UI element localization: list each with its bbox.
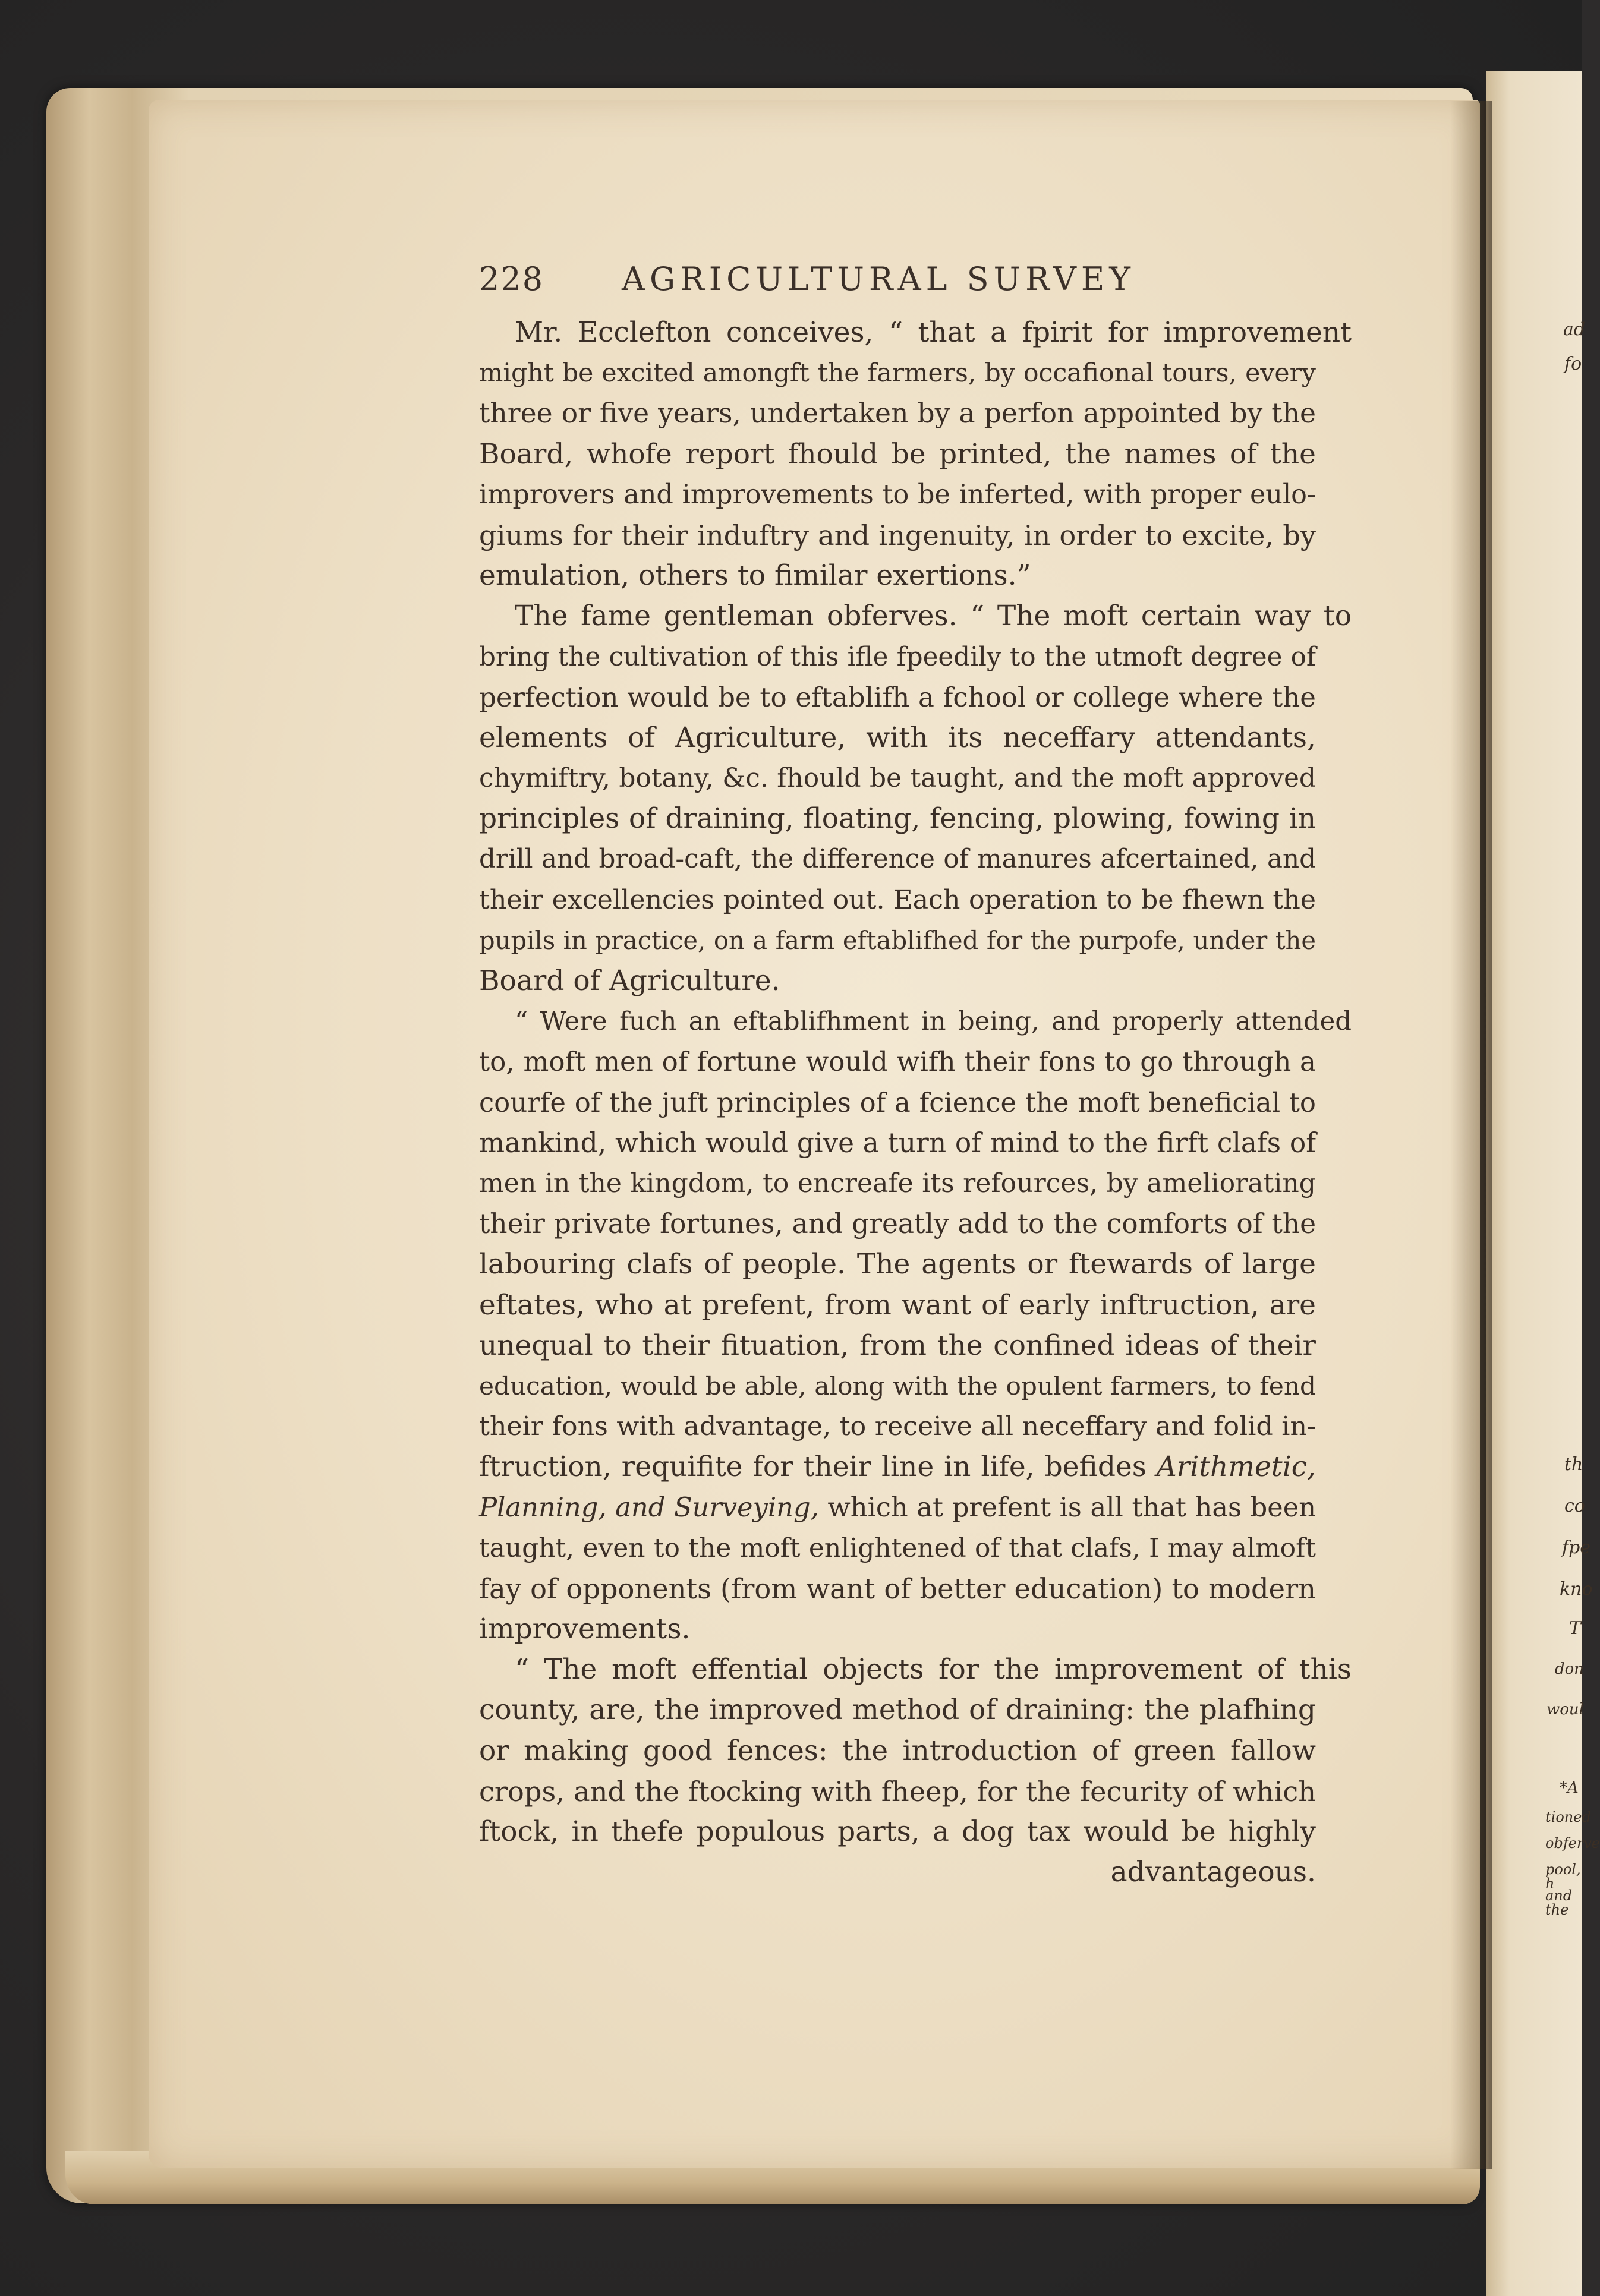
text-line-content: ftock, in thefe populous parts, a dog tax would be highly: [479, 1815, 1316, 1848]
text-line-content: drill and broad-caft, the difference of manures afcertained, and: [479, 844, 1316, 875]
facing-fragment: obferve: [1545, 1835, 1600, 1852]
text-line-content: The fame gentleman obferves. “ The moft certain way to: [515, 600, 1352, 633]
facing-fragment: th: [1564, 1454, 1583, 1475]
text-line: [479, 1204, 1316, 1244]
gutter-shadow: [1450, 101, 1492, 2169]
text-line: [479, 393, 1316, 434]
text-line-content: improvers and improvements to be inferted, with proper eulo-: [479, 479, 1316, 510]
text-line-content: unequal to their fituation, from the confined ideas of their: [479, 1329, 1316, 1362]
text-line-content: giums for their induftry and ingenuity, in order to excite, by: [479, 519, 1316, 551]
text-line: [479, 434, 1316, 475]
facing-fragment: co: [1564, 1496, 1585, 1516]
text-line: [479, 1569, 1316, 1609]
text-line: [479, 475, 1316, 515]
text-line: [479, 880, 1316, 920]
text-line-content: Mr. Ecclefton conceives, “ that a fpirit for improvement: [515, 316, 1352, 349]
facing-fragment: fpe: [1562, 1537, 1591, 1558]
text-line: [479, 758, 1316, 799]
text-line-content: county, are, the improved method of draining: the plafhing: [479, 1693, 1316, 1727]
text-line-content: pupils in practice, on a farm eftablifhed for the purpofe, under the: [479, 925, 1316, 955]
text-line: [479, 920, 1316, 961]
text-line-content: “ The moft effential objects for the improvement of this: [515, 1653, 1352, 1686]
text-line: [479, 1366, 1316, 1406]
text-line: [479, 1852, 1316, 1893]
text-line-content: elements of Agriculture, with its neceffary attendants,: [479, 721, 1316, 754]
text-line-content: their fons with advantage, to receive all neceffary and folid in-: [479, 1411, 1316, 1442]
facing-fragment: fo: [1564, 354, 1582, 374]
text-line: [479, 313, 1352, 353]
text-line: [479, 596, 1352, 636]
text-line: [479, 1690, 1316, 1730]
text-line-content: Board of Agriculture.: [479, 964, 780, 997]
page-number: 228: [479, 260, 544, 298]
facing-fragment: don: [1555, 1660, 1585, 1678]
text-line: [479, 1487, 1316, 1528]
text-line: [479, 1812, 1316, 1852]
text-line: [479, 1650, 1352, 1690]
text-line: [479, 1326, 1316, 1366]
facing-fragment: kno: [1560, 1579, 1593, 1600]
text-line-content: or making good fences: the introduction of green fallow: [479, 1734, 1316, 1767]
text-line-content: improvements.: [479, 1613, 691, 1645]
text-line: [479, 515, 1316, 556]
text-line-content: advantageous.: [1110, 1856, 1316, 1889]
text-line-content: labouring clafs of people. The agents or ftewards of large: [479, 1248, 1316, 1281]
text-line-content: chymiftry, botany, &c. fhould be taught, and the moft approved: [479, 763, 1316, 794]
text-line: [479, 1771, 1316, 1812]
text-line: [479, 1123, 1316, 1163]
facing-fragment: T: [1569, 1618, 1582, 1639]
text-line-content: ftruction, requifite for their line in life, befides: [479, 1450, 1147, 1484]
text-line: [479, 637, 1316, 677]
facing-fragment: woul: [1547, 1701, 1584, 1718]
text-line-content: their excellencies pointed out. Each operation to be fhewn the: [479, 884, 1316, 915]
text-line: [479, 1163, 1316, 1204]
text-line-content: eftates, who at prefent, from want of early inftruction, are: [479, 1288, 1316, 1322]
text-line-content: bring the cultivation of this ifle fpeedily to the utmoft degree of: [479, 642, 1316, 672]
facing-fragment: *A: [1560, 1779, 1579, 1797]
text-line: [479, 1042, 1316, 1082]
text-line-content: which at prefent is all that has been: [827, 1491, 1316, 1524]
text-line: [479, 353, 1316, 393]
text-line-content: crops, and the ftocking with fheep, for the fecurity of which: [479, 1775, 1316, 1808]
text-line: [479, 961, 1316, 1001]
text-line: [479, 677, 1316, 718]
text-line: [479, 1285, 1316, 1326]
text-line-content: fay of opponents (from want of better education) to modern: [479, 1572, 1316, 1605]
facing-fragment: pool, h: [1545, 1861, 1581, 1892]
italic-phrase: Planning, and Surveying,: [479, 1491, 819, 1524]
facing-page: [1486, 71, 1600, 2296]
text-line: [479, 1447, 1316, 1487]
text-line: [479, 1083, 1316, 1123]
text-line: [479, 1609, 1316, 1650]
text-line: [479, 1244, 1316, 1285]
facing-fragment: tioned: [1545, 1809, 1591, 1825]
text-line: [479, 839, 1316, 879]
text-line: [479, 1406, 1316, 1447]
text-line: [479, 718, 1316, 758]
text-line-content: Board, whofe report fhould be printed, the names of the: [479, 437, 1316, 471]
italic-phrase: Arithmetic,: [1156, 1450, 1316, 1484]
text-line-content: courfe of the juft principles of a fcience the moft beneficial to: [479, 1086, 1316, 1118]
facing-fragment: ad: [1563, 319, 1586, 340]
facing-fragment: and the: [1545, 1887, 1573, 1918]
text-line-content: taught, even to the moft enlightened of that clafs, I may almoft: [479, 1532, 1316, 1563]
text-line-content: education, would be able, along with the opulent farmers, to fend: [479, 1371, 1316, 1401]
text-line-content: their private fortunes, and greatly add to the comforts of the: [479, 1208, 1316, 1240]
text-line: [479, 1528, 1316, 1569]
page-header: [479, 260, 1168, 302]
text-line: [479, 556, 1316, 596]
running-title: AGRICULTURAL SURVEY: [622, 260, 1135, 298]
text-line-content: principles of draining, floating, fencing, plowing, fowing in: [479, 802, 1316, 835]
text-line: [479, 1731, 1316, 1771]
text-line-content: might be excited amongft the farmers, by occafional tours, every: [479, 358, 1316, 389]
body-text: [479, 313, 1352, 1893]
text-line: [479, 1001, 1352, 1042]
text-line-content: emulation, others to fimilar exertions.”: [479, 559, 1031, 592]
text-line: [479, 799, 1316, 839]
text-line-content: to, moft men of fortune would wifh their fons to go through a: [479, 1046, 1316, 1078]
text-line-content: perfection would be to eftablifh a fchool or college where the: [479, 681, 1316, 713]
text-line-content: three or five years, undertaken by a perfon appointed by the: [479, 398, 1316, 430]
text-line-content: mankind, which would give a turn of mind to the firft clafs of: [479, 1127, 1316, 1159]
text-line-content: “ Were fuch an eftablifhment in being, and properly attended: [515, 1007, 1352, 1037]
text-line-content: men in the kingdom, to encreafe its refources, by ameliorating: [479, 1168, 1316, 1199]
